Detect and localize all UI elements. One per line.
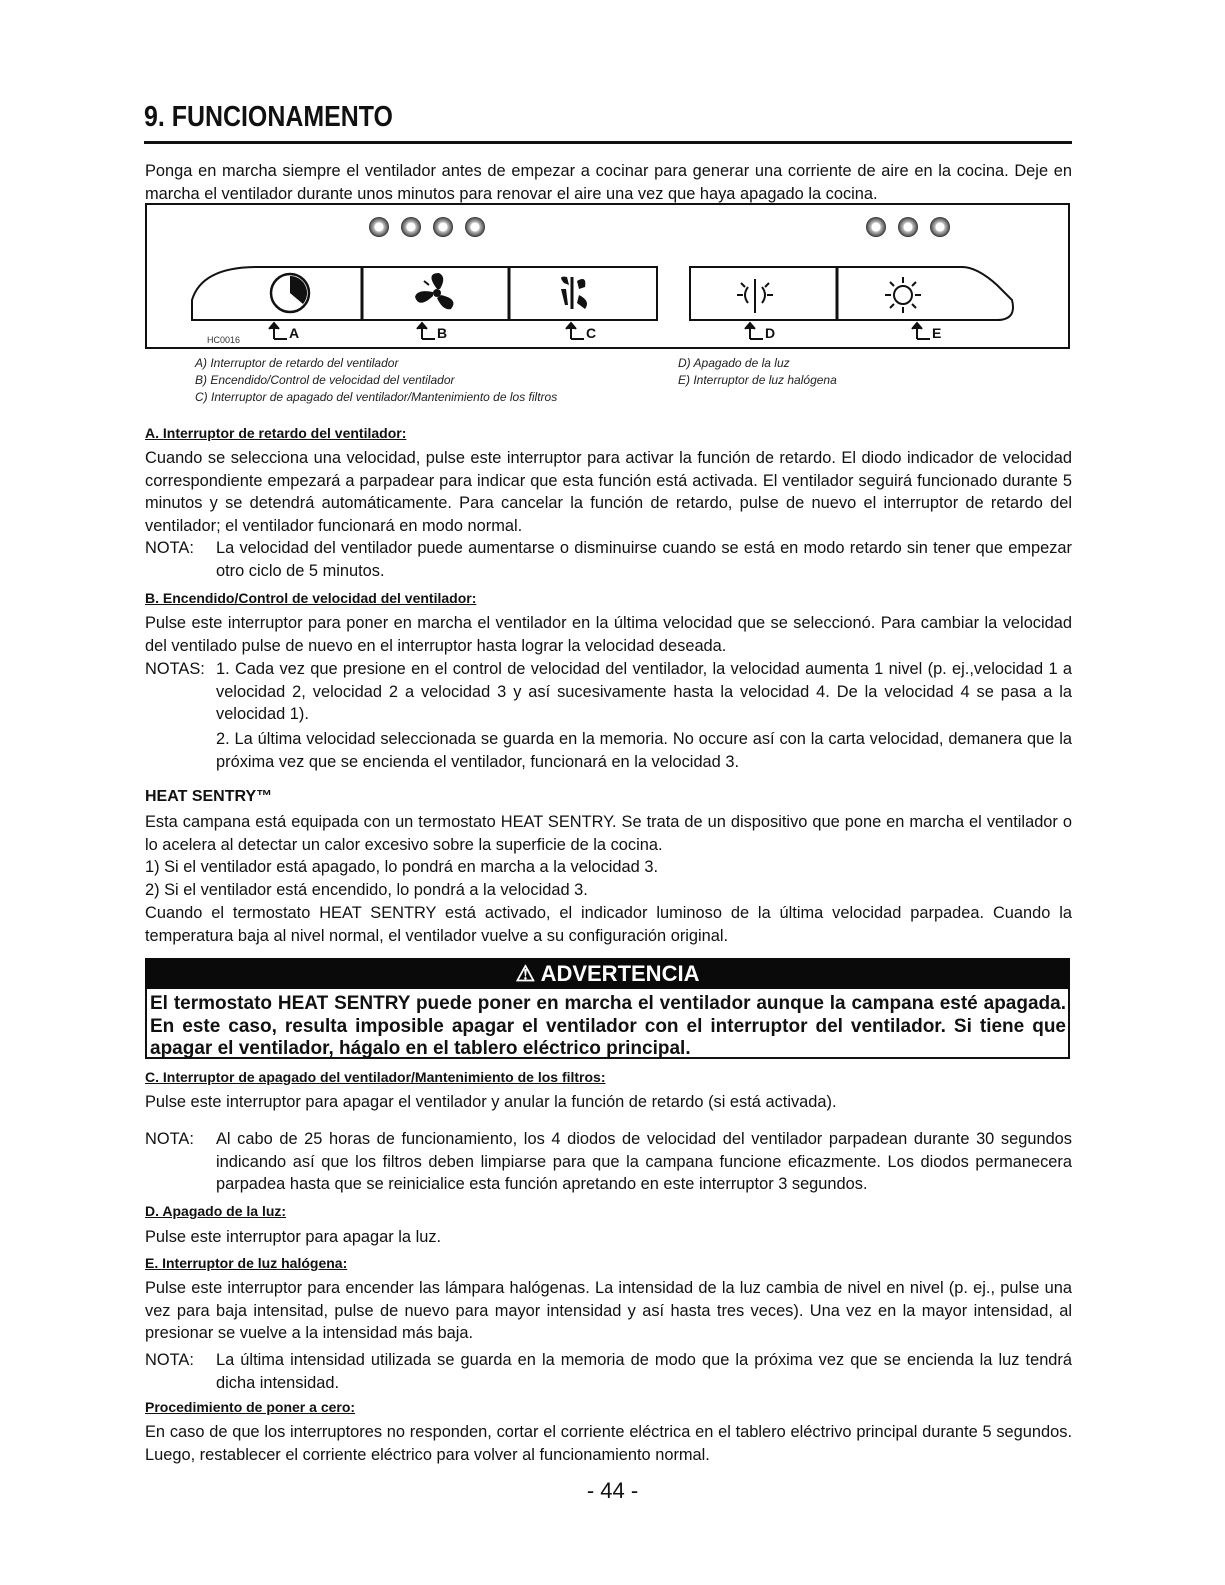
label-e: E <box>932 325 942 341</box>
note-e-text: La última intensidad utilizada se guarda en la memoria de modo que la próxima vez que se encienda la luz tendrá dicha intensidad. <box>216 1351 1072 1392</box>
intro-paragraph: Ponga en marcha siempre el ventilador antes de empezar a cocinar para generar una corriente de aire en la cocina. Deje en marcha el ventilador durante unos minutos para renovar el aire una vez que haya apagado la cocina. <box>145 162 1072 203</box>
warning-banner <box>145 958 1070 989</box>
paragraph-b: Pulse este interruptor para poner en marcha el ventilador en la última velocidad que se seleccionó. Para cambiar la velocidad del ventilado pulse de nuevo en el interruptor hasta lograr la velocidad deseada. <box>145 614 1072 655</box>
control-panel-figure <box>145 203 1070 349</box>
caption-c: C) Interruptor de apagado del ventilador/Mantenimiento de los filtros <box>195 390 558 404</box>
heading-e: E. Interruptor de luz halógena: <box>145 1255 348 1271</box>
paragraph-d: Pulse este interruptor para apagar la luz. <box>145 1228 442 1246</box>
clock-icon <box>271 274 309 312</box>
warning-triangle-icon: ⚠ <box>515 961 536 986</box>
notes-b-item-1: 1. Cada vez que presione en el control de velocidad del ventilador, la velocidad aumenta 1 nivel (p. ej.,velocidad 1 a velocidad 2, velocidad 2 a velocidad 3 y así sucesivamente hasta la velocidad 4. De la velocidad 4 se pasa a la velocidad 1). <box>216 660 1072 723</box>
caption-b: B) Encendido/Control de velocidad del ventilador <box>195 373 455 387</box>
light-on-icon <box>885 277 921 313</box>
warning-title: ADVERTENCIA <box>540 961 700 986</box>
heat-sentry-item-1: 1) Si el ventilador está apagado, lo pondrá en marcha a la velocidad 3. <box>145 858 658 876</box>
heat-sentry-title: HEAT SENTRY™ <box>145 788 273 805</box>
heading-reset: Procedimiento de poner a cero: <box>145 1399 356 1415</box>
notes-b-item-2: 2. La última velocidad seleccionada se guarda en la memoria. No occure así con la carta velocidad, demanera que la próxima vez que se encienda el ventilador, funcionará en la velocidad 3. <box>216 730 1072 771</box>
note-a-label: NOTA: <box>145 539 194 557</box>
warning-box <box>145 989 1070 1059</box>
heat-sentry-paragraph: Esta campana está equipada con un termostato HEAT SENTRY. Se trata de un dispositivo que pone en marcha el ventilador o lo acelera al detectar un calor excesivo sobre la superficie de la cocina. <box>145 813 1072 854</box>
note-c-label: NOTA: <box>145 1130 194 1148</box>
note-a-text: La velocidad del ventilador puede aumentarse o disminuirse cuando se está en modo retardo sin tener que empezar otro ciclo de 5 minutos. <box>216 539 1072 580</box>
paragraph-reset: En caso de que los interruptores no responden, cortar el corriente eléctrica en el tablero eléctrivo principal durante 5 segundos. Luego, restablecer el corriente eléctrico para volver al funcionamiento normal. <box>145 1423 1072 1464</box>
note-e-label: NOTA: <box>145 1351 194 1369</box>
paragraph-c: Pulse este interruptor para apagar el ventilador y anular la función de retardo (si está activada). <box>145 1093 837 1111</box>
label-b: B <box>437 325 448 341</box>
label-a: A <box>289 325 300 341</box>
label-c: C <box>586 325 597 341</box>
figure-code: HC0016 <box>207 335 241 345</box>
caption-d: D) Apagado de la luz <box>678 356 790 370</box>
light-off-icon <box>737 279 773 313</box>
fan-icon <box>415 273 453 309</box>
heading-b: B. Encendido/Control de velocidad del ventilador: <box>145 590 477 606</box>
page-number: - 44 - <box>586 1478 639 1503</box>
heading-d: D. Apagado de la luz: <box>145 1203 287 1219</box>
heat-sentry-item-2: 2) Si el ventilador está encendido, lo pondrá a la velocidad 3. <box>145 881 588 899</box>
heat-sentry-paragraph-2: Cuando el termostato HEAT SENTRY está activado, el indicador luminoso de la última velocidad parpadea. Cuando la temperatura baja al nivel normal, el ventilador vuelve a su configuración original. <box>145 904 1072 945</box>
filter-fan-icon <box>561 277 587 309</box>
title-rule <box>144 141 1072 144</box>
caption-e: E) Interruptor de luz halógena <box>678 373 837 387</box>
heading-a: A. Interruptor de retardo del ventilador: <box>145 425 407 441</box>
heading-c: C. Interruptor de apagado del ventilador/Mantenimiento de los filtros: <box>145 1069 606 1085</box>
warning-text: El termostato HEAT SENTRY puede poner en marcha el ventilador aunque la campana esté apagada. En este caso, resulta imposible apagar el ventilador con el interruptor del ventilador. Si tiene que apagar el ventilador, hágalo en el tablero eléctrico principal. <box>150 993 1066 1059</box>
label-d: D <box>765 325 776 341</box>
section-title: 9. FUNCIONAMENTO <box>144 101 393 133</box>
paragraph-e: Pulse este interruptor para encender las lámpara halógenas. La intensidad de la luz cambia de nivel en nivel (p. ej., pulse una vez para baja intensitad, pulse de nuevo para mayor intensidad y así hasta tres veces). Una vez en la mayor intensidad, al presionar se vuelve a la intensidad más baja. <box>145 1279 1072 1342</box>
notes-b-label: NOTAS: <box>145 660 205 678</box>
paragraph-a: Cuando se selecciona una velocidad, pulse este interruptor para activar la función de retardo. El diodo indicador de velocidad correspondiente empezará a parpadear para indicar que esta función está activada. El ventilador seguirá funcionado durante 5 minutos y se detendrá automáticamente. Para cancelar la función de retardo, pulse de nuevo el interruptor de retardo del ventilador; el ventilador funcionará en modo normal. <box>145 449 1072 535</box>
note-c-text: Al cabo de 25 horas de funcionamiento, los 4 diodos de velocidad del ventilador parpadean durante 30 segundos indicando así que los filtros deben limpiarse para que la campana funcione eficazmente. Los diodos permanecera parpadea hasta que se reinicialice esta función apretando en este interruptor 3 segundos. <box>216 1130 1072 1193</box>
panel-buttons-drawing <box>147 205 1068 347</box>
caption-a: A) Interruptor de retardo del ventilador <box>195 356 399 370</box>
